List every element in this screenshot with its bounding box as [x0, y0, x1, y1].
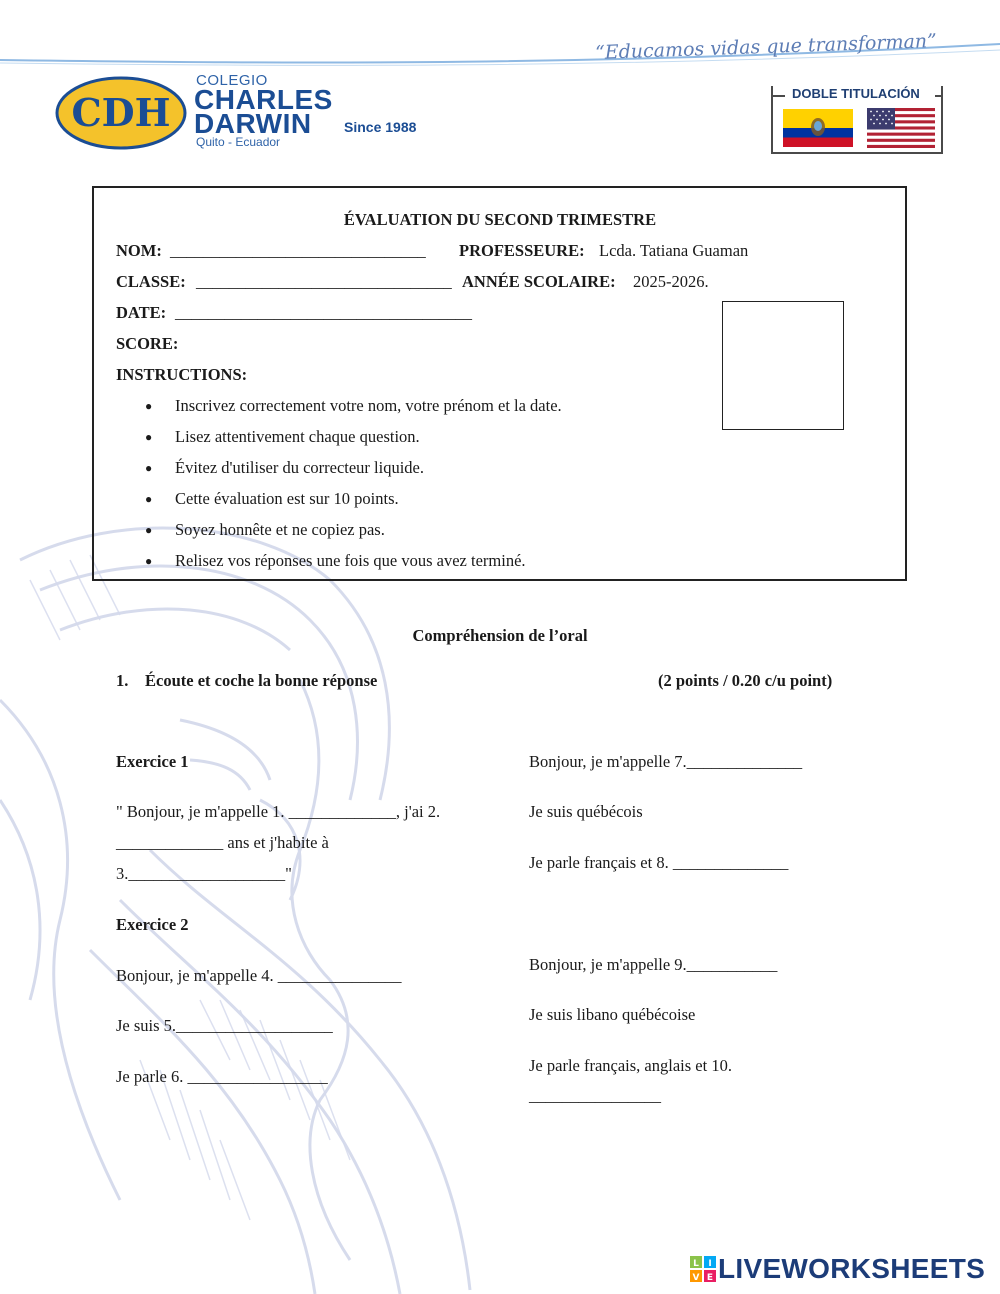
badge-letter: I [708, 1259, 712, 1269]
annee-label: ANNÉE SCOLAIRE: [462, 272, 616, 291]
nom-label: NOM: [116, 241, 162, 260]
exercice1-line[interactable]: 3.___________________" [116, 864, 292, 883]
instruction-item: Relisez vos réponses une fois que vous avez terminé. [175, 551, 526, 570]
bullet: ● [145, 461, 153, 475]
exercice1-line[interactable]: _____________ ans et j'habite à [116, 833, 329, 852]
usa-flag-icon [867, 108, 935, 148]
instruction-item: Cette évaluation est sur 10 points. [175, 489, 399, 508]
photo-box [722, 301, 844, 430]
bullet: ● [145, 523, 153, 537]
professeure-label: PROFESSEURE: [459, 241, 585, 260]
right-line[interactable]: Bonjour, je m'appelle 7.______________ [529, 752, 803, 771]
darwin-portrait-watermark [0, 500, 520, 1294]
right-line: Je parle français, anglais et 10. [529, 1056, 732, 1075]
badge-letter: E [706, 1273, 714, 1282]
classe-label: CLASSE: [116, 272, 186, 291]
liveworksheets-logo[interactable]: LIVEWORKSHEETS [718, 1253, 986, 1284]
school-city: Quito - Ecuador [196, 135, 281, 149]
doble-titulacion-label: DOBLE TITULACIÓN [787, 86, 925, 101]
instruction-item: Lisez attentivement chaque question. [175, 427, 420, 446]
classe-field[interactable]: _______________________________ [196, 272, 452, 291]
bullet: ● [145, 492, 153, 506]
question-text: Écoute et coche la bonne réponse [145, 671, 378, 690]
bullet: ● [145, 399, 153, 413]
instruction-item: Évitez d'utiliser du correcteur liquide. [175, 458, 425, 477]
liveworksheets-badge-icon [690, 1256, 716, 1282]
doble-frame-top-right [935, 95, 943, 97]
school-prefix: COLEGIO [196, 72, 268, 89]
emblem-letters: CDH [71, 90, 171, 135]
right-line[interactable]: ________________ [529, 1086, 661, 1105]
badge-letter: L [693, 1259, 699, 1269]
evaluation-title: ÉVALUATION DU SECOND TRIMESTRE [343, 210, 657, 229]
score-label: SCORE: [116, 334, 179, 353]
ecuador-flag-icon [783, 109, 853, 147]
school-emblem-icon [54, 76, 188, 150]
professeure-value: Lcda. Tatiana Guaman [599, 241, 749, 260]
right-line[interactable]: Bonjour, je m'appelle 9.___________ [529, 955, 778, 974]
right-line: Je suis libano québécoise [529, 1005, 696, 1024]
exercice1-title: Exercice 1 [116, 752, 189, 771]
section-title: Compréhension de l’oral [412, 626, 588, 645]
exercice2-line[interactable]: Je parle 6. _________________ [116, 1067, 328, 1086]
date-label: DATE: [116, 303, 167, 322]
exercice2-line[interactable]: Bonjour, je m'appelle 4. _______________ [116, 966, 402, 985]
school-slogan: “Educamos vidas que transforman” [594, 30, 938, 64]
school-name-line1: CHARLES [194, 84, 333, 115]
instruction-item: Inscrivez correctement votre nom, votre prénom et la date. [175, 396, 562, 415]
bullet: ● [145, 554, 153, 568]
right-line[interactable]: Je parle français et 8. ______________ [529, 853, 789, 872]
school-name-line2: DARWIN [194, 108, 312, 139]
doble-frame-top-left [771, 95, 785, 97]
instruction-item: Soyez honnête et ne copiez pas. [175, 520, 385, 539]
badge-letter: V [692, 1273, 700, 1282]
instructions-label: INSTRUCTIONS: [116, 365, 248, 384]
nom-field[interactable]: _______________________________ [170, 241, 426, 260]
annee-value: 2025-2026. [633, 272, 709, 291]
question-number: 1. [116, 671, 129, 690]
exercice2-title: Exercice 2 [116, 915, 189, 934]
bullet: ● [145, 430, 153, 444]
school-since: Since 1988 [344, 119, 417, 135]
date-field[interactable]: ____________________________________ [175, 303, 472, 322]
exercice2-line[interactable]: Je suis 5.___________________ [116, 1016, 333, 1035]
exercice1-line[interactable]: " Bonjour, je m'appelle 1. _____________, j'ai 2. [116, 802, 441, 821]
right-line: Je suis québécois [529, 802, 643, 821]
question-points: (2 points / 0.20 c/u point) [658, 671, 833, 690]
